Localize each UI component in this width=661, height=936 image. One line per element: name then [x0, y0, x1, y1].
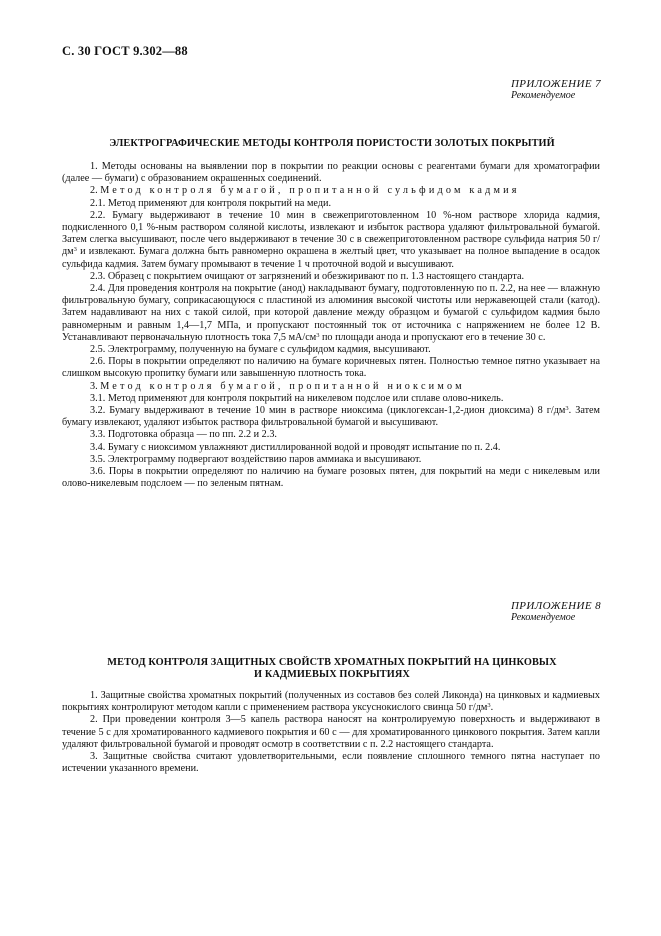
- section-7-body: [62, 161, 600, 490]
- page-header: С. 30 ГОСТ 9.302—88: [62, 44, 188, 58]
- paragraph: 1. Методы основаны на выявлении пор в покрытии по реакции основы с реагентами бумаги для хроматографии (далее — бумаги) с образованием окрашенных соединений.: [62, 161, 600, 185]
- paragraph: 1. Защитные свойства хроматных покрытий (полученных из составов без солей Ликонда) на цинковых и кадмиевых покрытиях контролируют методом капли с применением раствора уксуснокислого свинца 50 $г/дм^3$.: [62, 690, 600, 714]
- title-line: МЕТОД КОНТРОЛЯ ЗАЩИТНЫХ СВОЙСТВ ХРОМАТНЫХ ПОКРЫТИЙ НА ЦИНКОВЫХ: [107, 657, 557, 668]
- appendix-status: Рекомендуемое: [510, 90, 576, 101]
- paragraph: 2.4. Для проведения контроля на покрытие (анод) накладывают бумагу, подготовленную по п. 2.2, на нее — влажную фильтровальную бумагу, соприкасающуюся с пластиной из алюминия высокой чистоты или нержавеющей стали (катод). Затем надавливают на них с такой силой, при которой давление между образцом и бумагой с сульфидом кадмия было равномерным и равным 1,4—1,7 МПа, и пропускают постоянный ток от источника с напряжением не более 12 В. Устанавливают первоначальную плотность тока 7,5 $мА/см^3$ по площади анода и пропускают его в течение 30 с.: [62, 283, 600, 343]
- appendix-8-label: [511, 600, 601, 624]
- title-line: И КАДМИЕВЫХ ПОКРЫТИЯХ: [254, 669, 410, 680]
- section-8-title: [62, 657, 602, 681]
- paragraph: 2.3. Образец с покрытием очищают от загрязнений и обезжиривают по п. 1.3 настоящего стандарта.: [90, 270, 525, 282]
- paragraph: 3.3. Подготовка образца — по пп. 2.2 и 2.3.: [90, 429, 277, 441]
- section-7-title: ЭЛЕКТРОГРАФИЧЕСКИЕ МЕТОДЫ КОНТРОЛЯ ПОРИСТОСТИ ЗОЛОТЫХ ПОКРЫТИЙ: [109, 138, 555, 149]
- appendix-7-label: [511, 78, 601, 102]
- appendix-status: Рекомендуемое: [510, 612, 576, 623]
- paragraph: 2.6. Поры в покрытии определяют по наличию на бумаге коричневых пятен. Полностью темное пятно указывает на слишком высокую пропитку бумаги или завышенную плотность тока.: [62, 356, 600, 380]
- subsection-heading: 3. Метод контроля бумагой, пропитанной ниоксимом: [90, 380, 465, 392]
- appendix-number: ПРИЛОЖЕНИЕ 8: [510, 600, 601, 612]
- paragraph: 3.5. Электрограмму подвергают воздействию паров аммиака и высушивают.: [90, 453, 422, 465]
- subsection-heading: 2. Метод контроля бумагой, пропитанной сульфидом кадмия: [90, 185, 520, 197]
- paragraph: 3.6. Поры в покрытии определяют по наличию на бумаге розовых пятен, для покрытий на меди с никелевым или олово-никелевым подслоем — по зеленым пятнам.: [62, 466, 600, 490]
- appendix-number: ПРИЛОЖЕНИЕ 7: [510, 78, 601, 90]
- paragraph: 2.5. Электрограмму, полученную на бумаге с сульфидом кадмия, высушивают.: [90, 344, 431, 356]
- section-8-body: [62, 690, 600, 775]
- paragraph: 3.4. Бумагу с ниоксимом увлажняют дистиллированной водой и проводят испытание по п. 2.4.: [90, 441, 501, 453]
- paragraph: 3.1. Метод применяют для контроля покрытий на никелевом подслое или сплаве олово-никель.: [90, 392, 504, 404]
- paragraph: 2.2. Бумагу выдерживают в течение 10 мин в свежеприготовленном 10 %-ном растворе хлорида кадмия, подкисленного 0,1 %-ным раствором соляной кислоты, извлекают и избыток раствора удаляют фильтровальной бумагой. Затем слегка высушивают, после чего выдерживают в течение 30 с в свежеприготовленном растворе сульфида натрия 50 $г/дм^3$ и извлекают. Бумага должна быть равномерно окрашена в желтый цвет, что указывает на полное выпадение в осадок сульфида кадмия. Затем бумагу промывают в течение 1 ч проточной водой и высушивают.: [62, 209, 600, 270]
- paragraph: 3.2. Бумагу выдерживают в течение 10 мин в растворе ниоксима (циклогексан-1,2-дион диоксима) 8 $г/дм^3$. Затем бумагу извлекают, удаляют избыток раствора фильтровальной бумагой и высушивают.: [62, 405, 600, 429]
- paragraph: 2. При проведении контроля 3—5 капель раствора наносят на контролируемую поверхность и выдерживают в течение 5 с для хроматированного кадмиевого покрытия и 60 с — для хроматированного цинкового покрытия. Затем капли удаляют фильтровальной бумагой и проводят осмотр в соответствии с п. 2.2 настоящего стандарта.: [62, 714, 600, 750]
- paragraph: 2.1. Метод применяют для контроля покрытий на меди.: [90, 197, 331, 209]
- subsection-heading-text: Метод контроля бумагой, пропитанной ниоксимом: [100, 380, 465, 392]
- subsection-heading-text: Метод контроля бумагой, пропитанной сульфидом кадмия: [100, 185, 520, 197]
- paragraph: 3. Защитные свойства считают удовлетворительными, если появление сплошного темного пятна наступает по истечении указанного времени.: [62, 751, 600, 775]
